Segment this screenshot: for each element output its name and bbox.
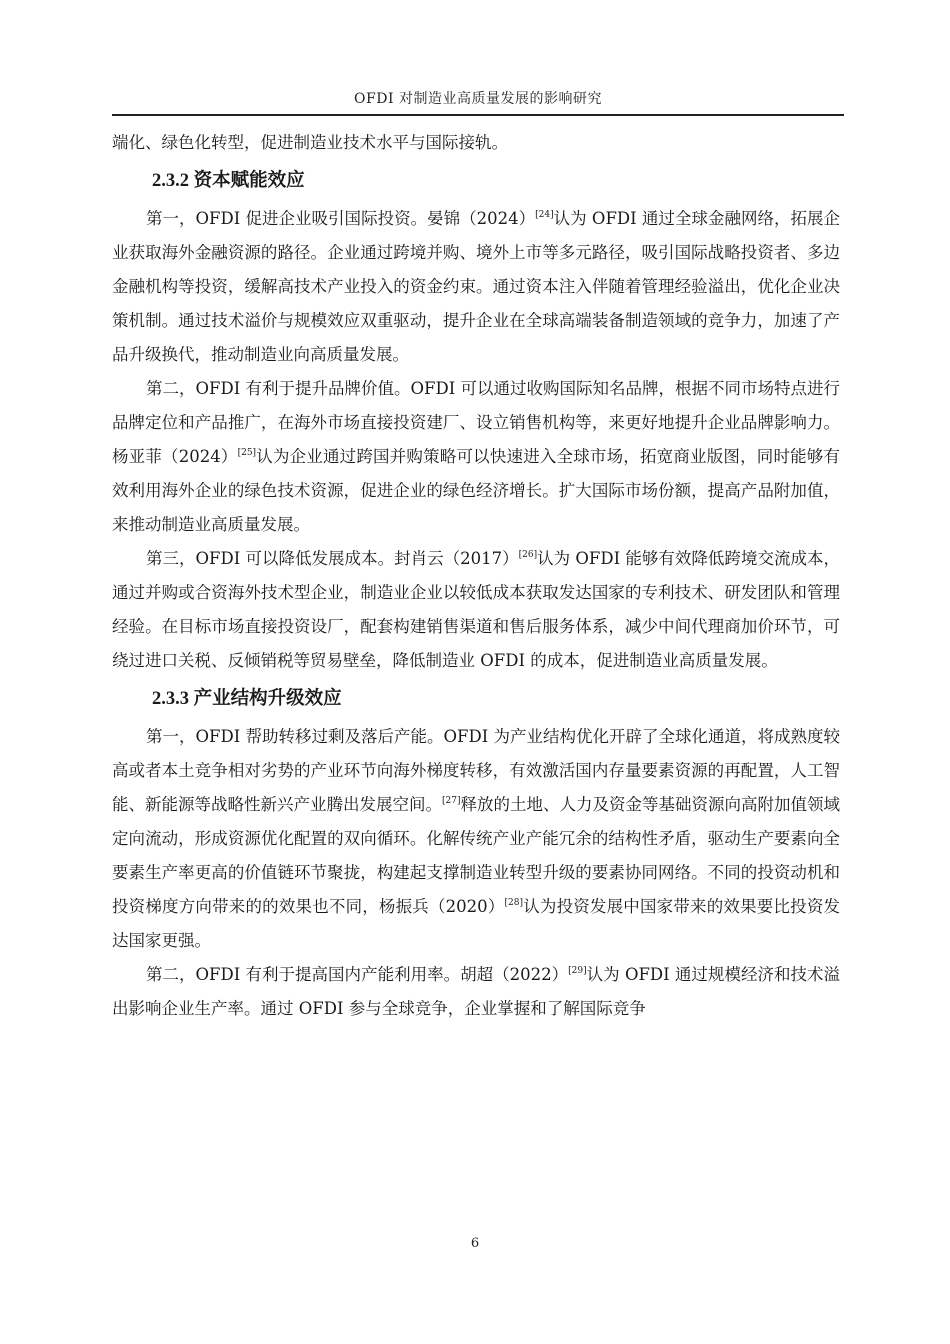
header-rule — [112, 114, 844, 116]
running-header: OFDI 对制造业高质量发展的影响研究 — [354, 91, 602, 107]
text-run: 第一，OFDI 促进企业吸引国际投资。晏锦（2024） — [146, 209, 536, 228]
text-run: 第三，OFDI 可以降低发展成本。封肖云（2017） — [146, 549, 519, 568]
paragraph-continuation: 端化、绿色化转型，促进制造业技术水平与国际接轨。 — [112, 133, 508, 152]
text-run: 第二，OFDI 有利于提升品牌价值。OFDI 可以通过收购国际知名品牌，根据不同市场特点进行品牌定位和产品推广，在海外市场直接投资建厂、设立销售机构等，来更好地提升企业品牌影响力。杨亚菲（2024） — [112, 379, 840, 466]
text-run: 认为 OFDI 能够有效降低跨境交流成本，通过并购或合资海外技术型企业，制造业企业以较低成本获取发达国家的专利技术、研发团队和管理经验。在目标市场直接投资设厂，配套构建销售渠道和售后服务体系，减少中间代理商加价环节，可绕过进口关税、反倾销税等贸易壁垒，降低制造业 OFDI 的成本，促进制造业高质量发展。 — [112, 549, 840, 670]
page-body — [112, 126, 840, 1026]
citation: [28] — [504, 898, 524, 908]
paragraph-structure-2 — [112, 958, 840, 1026]
citation: [26] — [518, 550, 538, 560]
section-heading-2-3-2: 2.3.2 资本赋能效应 — [152, 171, 305, 191]
citation: [27] — [442, 796, 461, 806]
text-run: 认为企业通过跨国并购策略可以快速进入全球市场，拓宽商业版图，同时能够有效利用海外企业的绿色技术资源，促进企业的绿色经济增长。扩大国际市场份额，提高产品附加值，来推动制造业高质量发展。 — [112, 447, 840, 534]
paragraph-capital-2 — [112, 372, 840, 542]
text-run: 认为 OFDI 通过全球金融网络，拓展企业获取海外金融资源的路径。企业通过跨境并购、境外上市等多元路径，吸引国际战略投资者、多边金融机构等投资，缓解高技术产业投入的资金约束。通过资本注入伴随着管理经验溢出，优化企业决策机制。通过技术溢价与规模效应双重驱动，提升企业在全球高端装备制造领域的竞争力，加速了产品升级换代，推动制造业向高质量发展。 — [112, 209, 840, 364]
text-run: 释放的土地、人力及资金等基础资源向高附加值领域定向流动，形成资源优化配置的双向循环。化解传统产业产能冗余的结构性矛盾，驱动生产要素向全要素生产率更高的价值链环节聚拢，构建起支撑制造业转型升级的要素协同网络。不同的投资动机和投资梯度方向带来的的效果也不同，杨振兵（2020） — [112, 795, 841, 916]
paragraph-capital-3 — [112, 542, 840, 678]
citation: [24] — [535, 210, 554, 220]
section-heading-2-3-3: 2.3.3 产业结构升级效应 — [152, 689, 342, 709]
text-run: 认为 OFDI 通过规模经济和技术溢出影响企业生产率。通过 OFDI 参与全球竞争，企业掌握和了解国际竞争 — [112, 965, 840, 1018]
citation: [25] — [237, 448, 257, 458]
text-run: 认为投资发展中国家带来的效果要比投资发达国家更强。 — [112, 897, 840, 950]
page-number: 6 — [470, 1236, 480, 1251]
paragraph-structure-1 — [112, 720, 840, 958]
paragraph-capital-1 — [112, 202, 840, 372]
citation: [29] — [568, 966, 587, 976]
text-run: 第一，OFDI 帮助转移过剩及落后产能。OFDI 为产业结构优化开辟了全球化通道，将成熟度较高或者本土竞争相对劣势的产业环节向海外梯度转移，有效激活国内存量要素资源的再配置，人工智能、新能源等战略性新兴产业腾出发展空间。 — [112, 727, 840, 814]
text-run: 第二，OFDI 有利于提高国内产能利用率。胡超（2022） — [146, 965, 569, 984]
